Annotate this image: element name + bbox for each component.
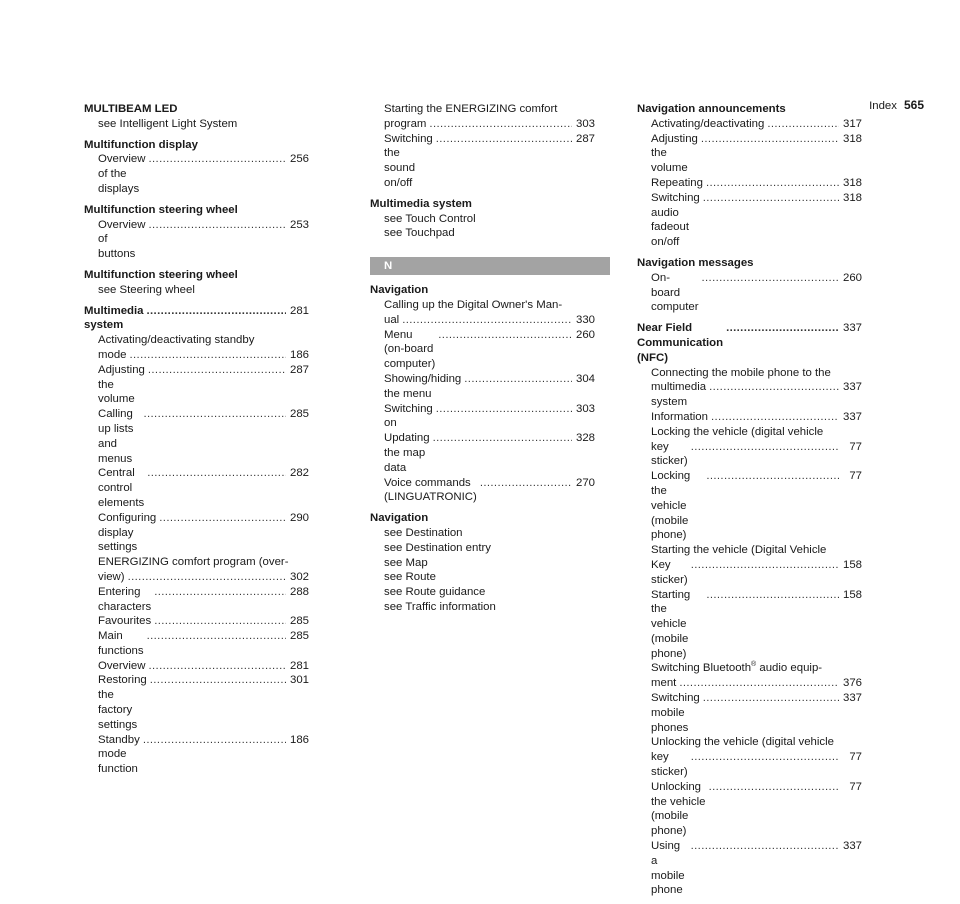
subentry-row[interactable] — [84, 629, 309, 659]
subentry-row[interactable] — [637, 191, 862, 250]
reference-text: see Destination entry — [384, 541, 492, 554]
see-reference[interactable] — [370, 541, 595, 556]
entry-heading: Navigation — [370, 512, 429, 525]
index-entry — [370, 511, 595, 615]
page-ref: 77 — [849, 470, 862, 483]
subentry-line[interactable] — [637, 735, 862, 750]
entry-heading: Near Field Communication (NFC) — [637, 322, 724, 364]
dot-leader — [436, 402, 572, 417]
reference-text: see Steering wheel — [98, 283, 195, 296]
page-ref: 328 — [575, 432, 595, 445]
dot-leader — [130, 348, 287, 363]
subentry-row[interactable] — [84, 673, 309, 732]
subentry-line[interactable] — [84, 333, 309, 348]
page-ref: 318 — [842, 132, 862, 145]
subentry-text: Updating the map data — [384, 432, 430, 474]
dot-leader — [709, 780, 839, 795]
index-entry — [637, 256, 862, 315]
see-reference[interactable] — [370, 556, 595, 571]
dot-leader — [159, 511, 286, 526]
page-ref: 281 — [289, 304, 309, 317]
subentry-row[interactable] — [370, 132, 595, 191]
page-ref: 282 — [289, 467, 309, 480]
subentry-line[interactable] — [637, 366, 862, 381]
subentry-text: key sticker) — [651, 751, 688, 779]
subentry-text: Unlocking the vehicle (mobile phone) — [651, 780, 706, 838]
page-ref: 288 — [289, 585, 309, 598]
page-ref: 158 — [842, 558, 862, 571]
subentry-text: Using a mobile phone — [651, 840, 685, 897]
subentry-text: Switching the sound on/off — [384, 132, 433, 189]
entry-heading: Multimedia system — [370, 197, 472, 210]
entry-heading: Navigation messages — [637, 256, 754, 269]
subentry-row[interactable] — [370, 372, 595, 402]
subentry-text: Standby mode function — [98, 733, 140, 776]
dot-leader — [706, 588, 839, 603]
subentry-text: Adjusting the volume — [651, 132, 698, 175]
reference-text: see Map — [384, 556, 428, 569]
subentry-text: Configuring display settings — [98, 511, 157, 554]
subentry-row[interactable] — [84, 218, 309, 262]
dot-leader — [143, 733, 286, 748]
subentry-row[interactable] — [84, 466, 309, 510]
page-ref: 337 — [842, 381, 862, 394]
subentry-text: program — [384, 117, 427, 130]
subentry-text: Entering characters — [98, 585, 152, 613]
entry-heading: Multifunction steering wheel — [84, 203, 238, 216]
subentry-text: Calling up the Digital Owner's Man- — [384, 298, 563, 311]
page-ref: 186 — [289, 348, 309, 361]
dot-leader — [711, 410, 839, 425]
dot-leader — [679, 676, 839, 691]
subentry-row[interactable] — [637, 176, 862, 191]
subentry-row[interactable] — [370, 431, 595, 475]
subentry-text: Switching on — [384, 402, 433, 430]
index-entry — [84, 203, 309, 262]
subentry-row[interactable] — [637, 469, 862, 543]
index-entry-continued — [370, 102, 595, 191]
subentry-row[interactable] — [84, 659, 309, 674]
subentry-row[interactable] — [370, 313, 595, 328]
index-column-1 — [84, 102, 309, 783]
index-entry — [84, 304, 309, 778]
subentry-row[interactable] — [637, 839, 862, 898]
subentry-text: Overview of buttons — [98, 218, 146, 261]
subentry-text: Starting the vehicle (mobile phone) — [651, 588, 691, 660]
subentry-row[interactable] — [370, 117, 595, 132]
subentry-text: ment — [651, 677, 677, 690]
dot-leader — [154, 614, 286, 629]
dot-leader — [691, 839, 839, 854]
reference-text: see Touchpad — [384, 227, 455, 240]
index-entry — [84, 138, 309, 197]
page-ref: 260 — [842, 271, 862, 284]
subentry-row[interactable] — [637, 558, 862, 588]
subentry-row[interactable] — [84, 585, 309, 615]
see-reference[interactable] — [370, 526, 595, 541]
dot-leader — [709, 380, 839, 395]
see-reference[interactable] — [370, 226, 595, 241]
subentry-row[interactable] — [637, 271, 862, 315]
subentry-text: Starting the ENERGIZING comfort — [384, 103, 558, 115]
page-number: 565 — [903, 98, 924, 112]
page-ref: 303 — [575, 117, 595, 130]
dot-leader — [701, 132, 839, 147]
registered-mark: ® — [751, 661, 757, 669]
subentry-row[interactable] — [637, 440, 862, 470]
dot-leader — [147, 304, 287, 319]
subentry-row[interactable] — [637, 780, 862, 839]
reference-text: see Intelligent Light System — [98, 117, 238, 130]
entry-heading: Multifunction display — [84, 138, 198, 151]
subentry-text: key sticker) — [651, 440, 688, 468]
letter-section-header: N — [370, 257, 610, 275]
page-ref: 270 — [575, 476, 595, 489]
page-ref: 301 — [289, 674, 309, 687]
subentry-text: Overview — [98, 659, 146, 672]
reference-text: see Touch Control — [384, 212, 476, 225]
page-header — [869, 98, 924, 114]
page-ref: 303 — [575, 402, 595, 415]
page-ref: 285 — [289, 615, 309, 628]
see-reference[interactable] — [84, 283, 309, 298]
page-ref: 290 — [289, 511, 309, 524]
dot-leader — [143, 407, 286, 422]
reference-text: see Route — [384, 571, 436, 584]
page-ref: 77 — [849, 440, 862, 453]
page-ref: 337 — [842, 692, 862, 705]
dot-leader — [402, 313, 572, 328]
dot-leader — [438, 328, 572, 343]
see-reference[interactable] — [370, 585, 595, 600]
subentry-line[interactable] — [370, 102, 595, 117]
subentry-text: mode — [98, 348, 127, 361]
subentry-row[interactable] — [84, 733, 309, 777]
dot-leader — [148, 218, 286, 233]
page-ref: 77 — [849, 780, 862, 793]
page-ref: 302 — [289, 570, 309, 583]
subentry-row[interactable] — [637, 750, 862, 780]
subentry-row[interactable] — [84, 348, 309, 363]
subentry-row[interactable] — [637, 132, 862, 176]
dot-leader — [703, 191, 839, 206]
reference-text: see Traffic information — [384, 600, 496, 613]
dot-leader — [147, 629, 286, 644]
subentry-text: ENERGIZING comfort program (over- — [98, 556, 289, 569]
subentry-text: Repeating — [651, 176, 703, 189]
subentry-text — [651, 661, 822, 676]
subentry-text: Voice commands (LINGUATRONIC) — [384, 476, 477, 504]
subentry-line[interactable] — [637, 543, 862, 558]
subentry-text: Information — [651, 410, 708, 423]
entry-heading-row[interactable] — [637, 321, 862, 365]
page-ref: 337 — [842, 322, 862, 335]
subentry-row[interactable] — [637, 410, 862, 425]
page-ref: 260 — [575, 328, 595, 341]
page-ref: 318 — [842, 191, 862, 204]
see-reference[interactable] — [370, 600, 595, 615]
entry-heading-row[interactable] — [84, 304, 309, 334]
subentry-row[interactable] — [637, 380, 862, 410]
dot-leader — [480, 476, 572, 491]
page-ref: 337 — [842, 410, 862, 423]
subentry-text: Adjusting the volume — [98, 363, 145, 406]
subentry-text-part: audio equip- — [756, 662, 823, 675]
subentry-row[interactable] — [370, 476, 595, 506]
page-ref: 287 — [289, 363, 309, 376]
dot-leader — [150, 673, 286, 688]
subentry-row[interactable] — [84, 363, 309, 407]
dot-leader — [726, 321, 839, 336]
page-ref: 256 — [289, 153, 309, 166]
entry-heading: Multimedia system — [84, 304, 144, 332]
page-ref: 376 — [842, 677, 862, 690]
index-entry — [370, 283, 595, 505]
page-ref: 285 — [289, 630, 309, 643]
subentry-text: Locking the vehicle (mobile phone) — [651, 470, 691, 542]
page-ref: 186 — [289, 733, 309, 746]
dot-leader — [128, 570, 286, 585]
dot-leader — [767, 117, 839, 132]
index-entry — [637, 102, 862, 250]
subentry-text-part: Switching Bluetooth — [651, 662, 752, 675]
index-entry — [84, 102, 309, 132]
subentry-text: On-board computer — [651, 271, 699, 314]
subentry-row[interactable] — [84, 570, 309, 585]
dot-leader — [706, 469, 839, 484]
subentry-text: Unlocking the vehicle (digital vehicle — [651, 736, 834, 749]
dot-leader — [148, 152, 286, 167]
dot-leader — [147, 466, 286, 481]
index-entry — [370, 197, 595, 241]
subentry-text: ual — [384, 313, 400, 326]
subentry-text: Switching mobile phones — [651, 692, 700, 734]
subentry-line[interactable] — [370, 298, 595, 313]
page-ref: 317 — [842, 117, 862, 130]
subentry-text: Restoring the factory settings — [98, 674, 147, 731]
subentry-row[interactable] — [637, 676, 862, 691]
page-ref: 253 — [289, 218, 309, 231]
entry-heading: Multifunction steering wheel — [84, 268, 238, 281]
page-ref: 158 — [842, 588, 862, 601]
page-ref: 318 — [842, 176, 862, 189]
subentry-row[interactable] — [370, 402, 595, 432]
dot-leader — [429, 117, 572, 132]
page-ref: 287 — [575, 132, 595, 145]
subentry-line[interactable] — [637, 661, 862, 676]
subentry-row[interactable] — [84, 152, 309, 196]
page-ref: 285 — [289, 408, 309, 421]
subentry-text: Menu (on-board computer) — [384, 328, 436, 371]
subentry-text: Connecting the mobile phone to the — [651, 366, 831, 379]
see-reference[interactable] — [370, 212, 595, 227]
subentry-text: multimedia system — [651, 381, 707, 409]
page-ref: 281 — [289, 659, 309, 672]
page-ref: 77 — [849, 751, 862, 764]
see-reference[interactable] — [84, 117, 309, 132]
entry-heading: MULTIBEAM LED — [84, 103, 178, 115]
page-ref: 330 — [575, 313, 595, 326]
subentry-text: Switching audio fadeout on/off — [651, 191, 700, 249]
entry-heading: Navigation announcements — [637, 103, 786, 115]
dot-leader — [436, 132, 572, 147]
subentry-text: Activating/deactivating — [651, 117, 765, 130]
see-reference[interactable] — [370, 570, 595, 585]
subentry-text: Main functions — [98, 630, 144, 657]
subentry-line[interactable] — [84, 555, 309, 570]
subentry-text: Activating/deactivating standby — [98, 334, 255, 347]
subentry-text: Showing/hiding the menu — [384, 372, 462, 400]
subentry-row[interactable] — [370, 328, 595, 372]
dot-leader — [154, 585, 286, 600]
reference-text: see Destination — [384, 526, 463, 539]
dot-leader — [691, 750, 839, 765]
subentry-row[interactable] — [637, 117, 862, 132]
dot-leader — [706, 176, 839, 191]
index-column-3 — [637, 102, 862, 904]
subentry-text: Locking the vehicle (digital vehicle — [651, 425, 824, 438]
index-entry — [637, 321, 862, 898]
subentry-row[interactable] — [84, 614, 309, 629]
dot-leader — [691, 440, 839, 455]
dot-leader — [701, 271, 839, 286]
subentry-text: Starting the vehicle (Digital Vehicle — [651, 544, 827, 557]
dot-leader — [464, 372, 572, 387]
dot-leader — [691, 558, 839, 573]
subentry-text: Key sticker) — [651, 558, 688, 586]
page-ref: 337 — [842, 840, 862, 853]
dot-leader — [148, 659, 286, 674]
subentry-text: Calling up lists and menus — [98, 408, 134, 465]
subentry-row[interactable] — [84, 407, 309, 466]
page-ref: 304 — [575, 372, 595, 385]
entry-heading: Navigation — [370, 284, 429, 297]
index-column-2 — [370, 102, 595, 621]
subentry-text: Central control elements — [98, 467, 145, 509]
reference-text: see Route guidance — [384, 586, 486, 599]
index-entry — [84, 268, 309, 298]
dot-leader — [703, 691, 839, 706]
dot-leader — [433, 431, 572, 446]
index-label: Index — [869, 100, 897, 112]
subentry-text: Overview of the displays — [98, 153, 146, 195]
subentry-text: Favourites — [98, 615, 152, 628]
subentry-row[interactable] — [637, 588, 862, 662]
dot-leader — [148, 363, 286, 378]
subentry-text: view) — [98, 570, 125, 583]
subentry-line[interactable] — [637, 425, 862, 440]
subentry-row[interactable] — [637, 691, 862, 735]
